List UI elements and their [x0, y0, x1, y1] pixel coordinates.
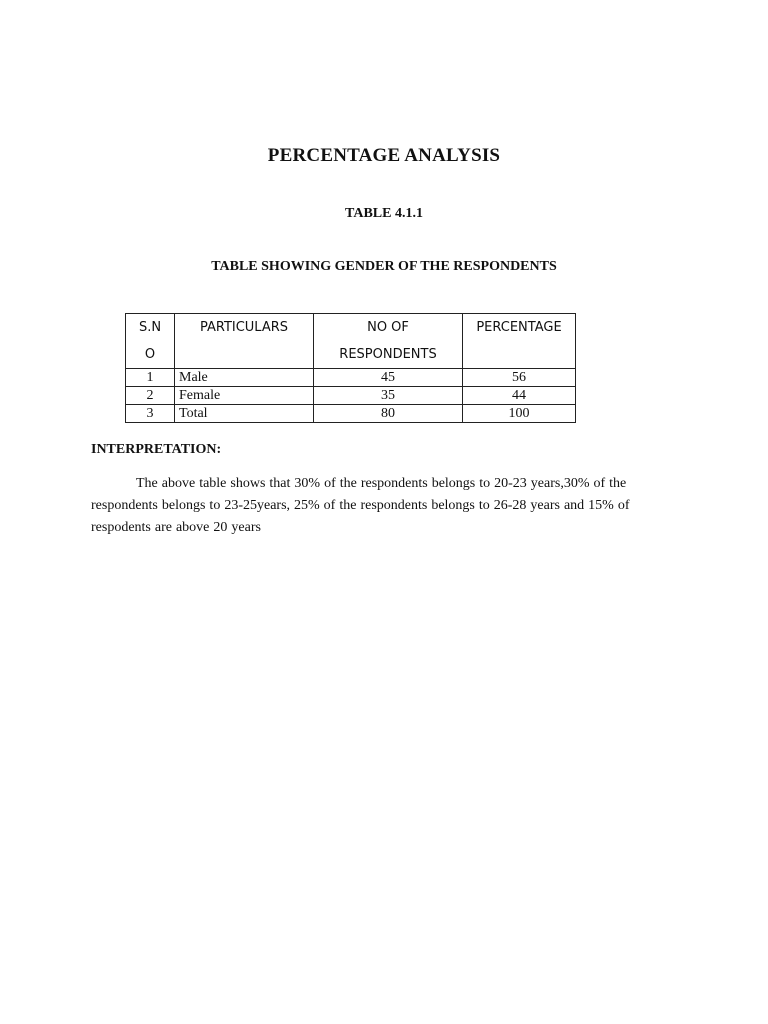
table-header-row	[126, 314, 576, 369]
page-title: PERCENTAGE ANALYSIS	[267, 145, 501, 166]
cell-respondents: 45	[314, 369, 463, 387]
header-respondents: NO OF RESPONDENTS	[314, 314, 463, 369]
cell-particulars: Total	[175, 405, 314, 423]
table-number: TABLE 4.1.1	[345, 206, 423, 221]
cell-percentage: 44	[463, 387, 576, 405]
interpretation-paragraph: The above table shows that 30% of the respondents belongs to 20-23 years,30% of the respondents belongs to 23-25years, 25% of the respondents belongs to 26-28 years and 15% of respodents are above 20 years	[91, 476, 630, 535]
table-row	[126, 387, 576, 405]
cell-respondents: 80	[314, 405, 463, 423]
cell-sno: 1	[126, 369, 175, 387]
cell-sno: 2	[126, 387, 175, 405]
header-particulars: PARTICULARS	[175, 314, 314, 369]
header-sno: S.N O	[126, 314, 175, 369]
gender-table	[125, 313, 576, 423]
cell-respondents: 35	[314, 387, 463, 405]
cell-particulars: Male	[175, 369, 314, 387]
table-caption: TABLE SHOWING GENDER OF THE RESPONDENTS	[211, 259, 557, 274]
table-row	[126, 405, 576, 423]
cell-particulars: Female	[175, 387, 314, 405]
header-percentage: PERCENTAGE	[463, 314, 576, 369]
cell-percentage: 56	[463, 369, 576, 387]
cell-percentage: 100	[463, 405, 576, 423]
interpretation-heading: INTERPRETATION:	[91, 442, 222, 457]
cell-sno: 3	[126, 405, 175, 423]
table-row	[126, 369, 576, 387]
